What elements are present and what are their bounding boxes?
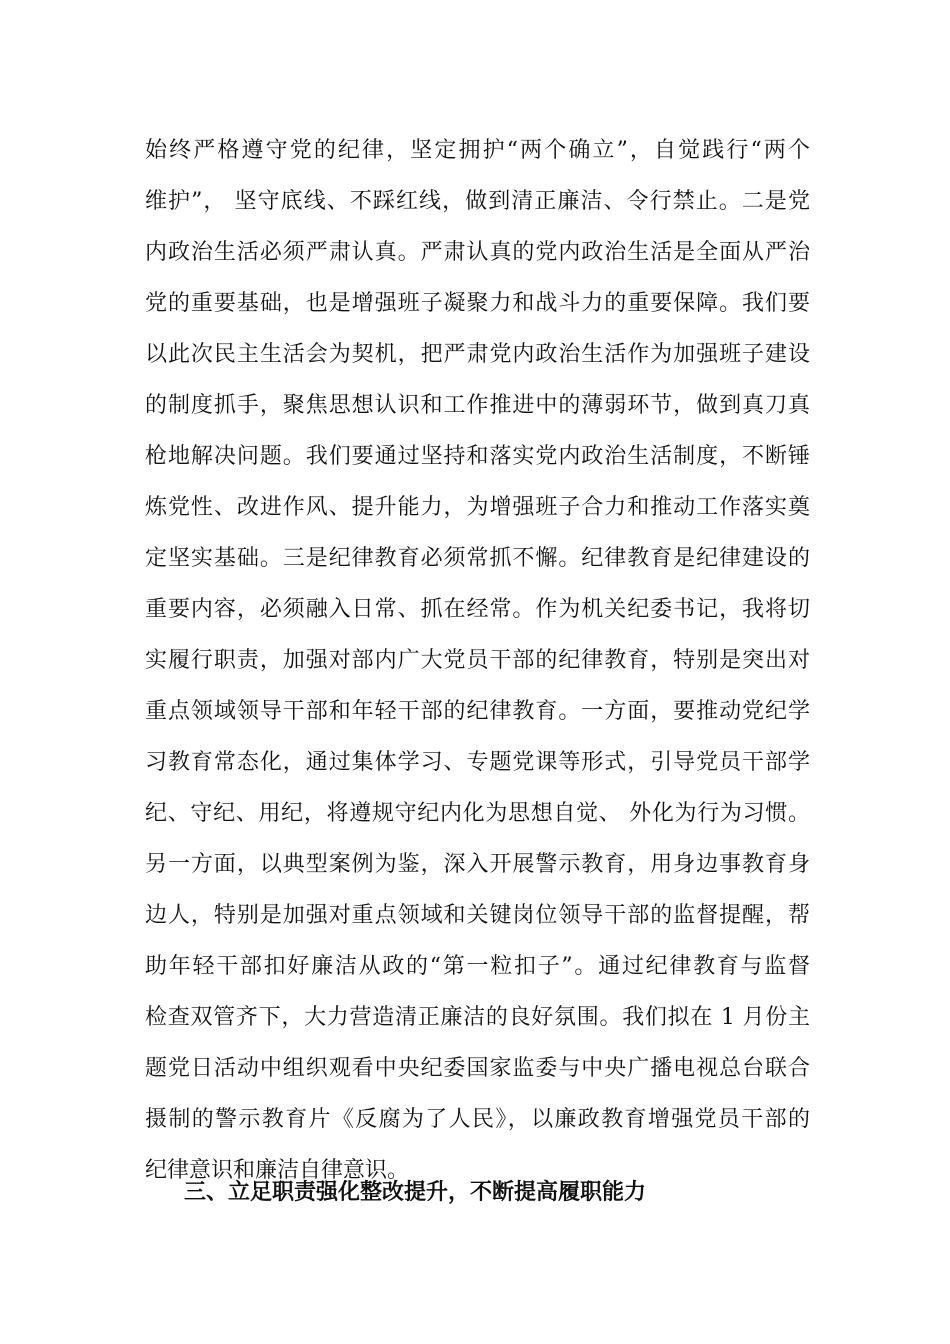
paragraph-line-19: 题党日活动中组织观看中央纪委国家监委与中央广播电视总台联合 [145, 1056, 810, 1081]
paragraph-line-2: 维护”， 坚守底线、不踩红线，做到清正廉洁、令行禁止。二是党 [145, 189, 810, 214]
paragraph-line-21: 纪律意识和廉洁自律意识。 [145, 1158, 410, 1183]
paragraph-line-11: 实履行职责，加强对部内广大党员干部的纪律教育，特别是突出对 [145, 648, 810, 673]
paragraph-line-20: 摄制的警示教育片《反腐为了人民》，以廉政教育增强党员干部的 [145, 1107, 810, 1132]
section-heading: 三、立足职责强化整改提升，不断提高履职能力 [184, 1180, 647, 1205]
paragraph-line-4: 党的重要基础，也是增强班子凝聚力和战斗力的重要保障。我们要 [145, 291, 810, 316]
paragraph-line-9: 定坚实基础。三是纪律教育必须常抓不懈。纪律教育是纪律建设的 [145, 546, 810, 571]
paragraph-line-17: 助年轻干部扣好廉洁从政的“第一粒扣子”。通过纪律教育与监督 [145, 954, 810, 979]
paragraph-line-5: 以此次民主生活会为契机，把严肃党内政治生活作为加强班子建设 [145, 342, 810, 367]
paragraph-line-14: 纪、守纪、用纪，将遵规守纪内化为思想自觉、 外化为行为习惯。 [145, 801, 810, 826]
paragraph-line-7: 枪地解决问题。我们要通过坚持和落实党内政治生活制度，不断锤 [145, 444, 810, 469]
paragraph-line-8: 炼党性、改进作风、提升能力，为增强班子合力和推动工作落实奠 [145, 495, 810, 520]
paragraph-line-13: 习教育常态化，通过集体学习、专题党课等形式，引导党员干部学 [145, 750, 810, 775]
paragraph-line-15: 另一方面，以典型案例为鉴，深入开展警示教育，用身边事教育身 [145, 852, 810, 877]
paragraph-line-6: 的制度抓手，聚焦思想认识和工作推进中的薄弱环节，做到真刀真 [145, 393, 810, 418]
paragraph-line-3: 内政治生活必须严肃认真。严肃认真的党内政治生活是全面从严治 [145, 240, 810, 265]
paragraph-line-10: 重要内容，必须融入日常、抓在经常。作为机关纪委书记，我将切 [145, 597, 810, 622]
paragraph-line-12: 重点领域领导干部和年轻干部的纪律教育。一方面，要推动党纪学 [145, 699, 810, 724]
paragraph-line-16: 边人，特别是加强对重点领域和关键岗位领导干部的监督提醒，帮 [145, 903, 810, 928]
paragraph-line-1: 始终严格遵守党的纪律，坚定拥护“两个确立”，自觉践行“两个 [145, 138, 810, 163]
paragraph-line-18: 检查双管齐下，大力营造清正廉洁的良好氛围。我们拟在 1 月份主 [145, 1005, 810, 1030]
